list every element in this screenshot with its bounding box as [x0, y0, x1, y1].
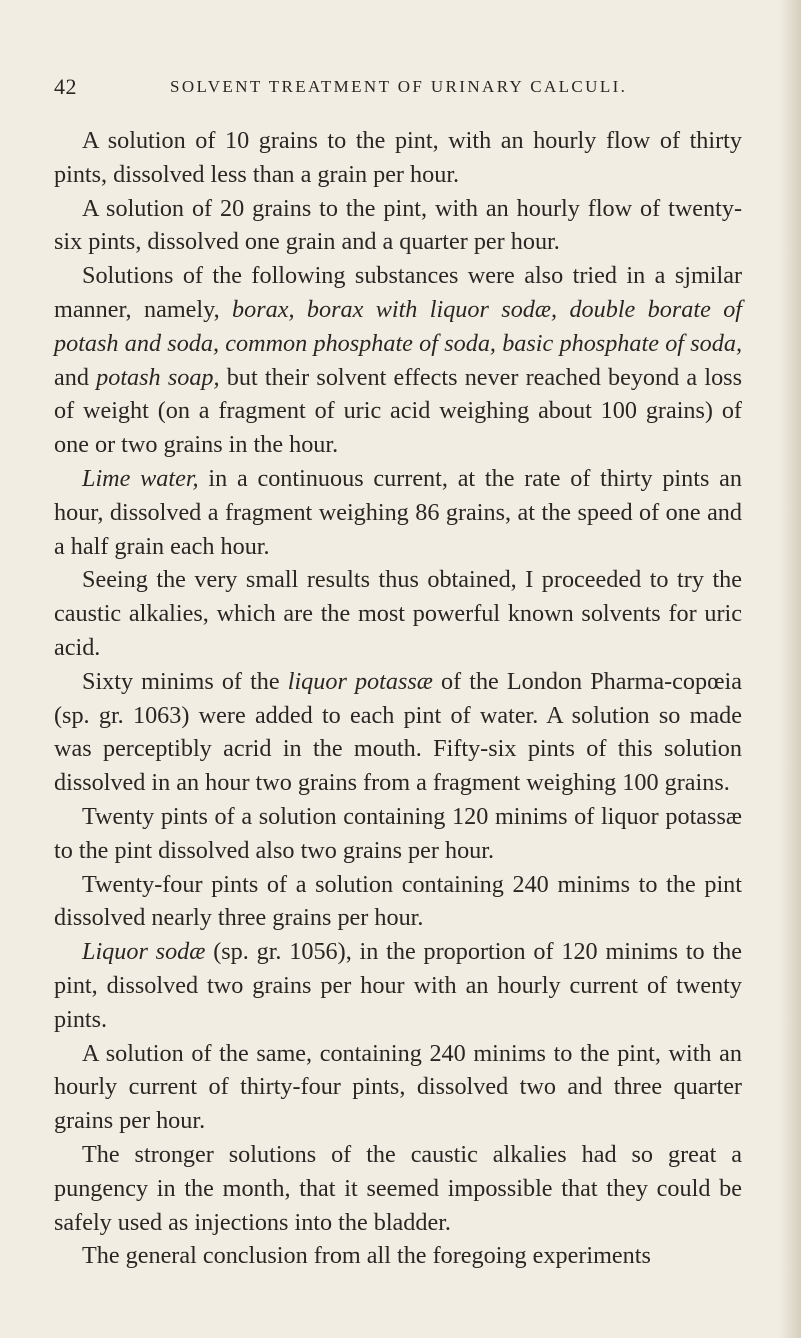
body-text: [54, 124, 742, 1273]
text-run: but their solvent effects never reached beyond a loss of weight (on a fragment of uric acid weighing about 100 grains) of one or two grains in the hour.: [54, 363, 742, 459]
page-edge-shadow: [779, 0, 801, 1338]
text-run: Solutions of the following substances were also tried in a sjmilar manner, namely,: [54, 262, 742, 323]
italic-text: Lime water,: [82, 464, 199, 492]
text-run: in a continuous current, at the rate of thirty pints an hour, dissolved a fragment weighing 86 grains, at the speed of one and a half grain each hour.: [54, 464, 742, 560]
text-run: (sp. gr. 1056), in the proportion of 120 minims to the pint, dissolved two grains per hour with an hourly current of twenty pints.: [54, 938, 742, 1033]
page-header: [54, 74, 754, 104]
paragraph: [54, 192, 742, 260]
italic-text: potash soap,: [96, 363, 220, 391]
paragraph: [54, 124, 742, 192]
paragraph: [54, 800, 742, 868]
text-run: and: [54, 363, 97, 391]
text-run: The stronger solutions of the caustic alkalies had so great a pungency in the month, that it seemed impossible that they could be safely used as injections into the bladder.: [54, 1140, 742, 1236]
text-run: Sixty minims of the: [82, 667, 288, 695]
text-run: A solution of 10 grains to the pint, with an hourly flow of thirty pints, dissolved less than a grain per hour.: [54, 127, 742, 188]
text-run: Twenty pints of a solution containing 120 minims of liquor potassæ to the pint dissolved also two grains per hour.: [54, 802, 742, 864]
italic-text: borax, borax with liquor sodæ, double borate of potash and soda, common phosphate of soda, basic phosphate of soda,: [54, 295, 743, 357]
paragraph: [54, 259, 742, 462]
page-number: 42: [54, 74, 77, 99]
paragraph: [54, 1037, 742, 1138]
text-run: A solution of the same, containing 240 minims to the pint, with an hourly current of thirty-four pints, dissolved two and three quarter grains per hour.: [54, 1039, 742, 1135]
paragraph: [54, 1138, 742, 1239]
text-run: A solution of 20 grains to the pint, with an hourly flow of twenty-six pints, dissolved one grain and a quarter per hour.: [54, 194, 742, 256]
running-head: SOLVENT TREATMENT OF URINARY CALCULI.: [170, 77, 628, 96]
italic-text: liquor potassæ: [287, 667, 433, 695]
paragraph: [54, 665, 742, 800]
text-run: Seeing the very small results thus obtained, I proceeded to try the caustic alkalies, which are the most powerful known solvents for uric acid.: [54, 566, 742, 661]
paragraph: [54, 563, 742, 664]
text-run: of the London Pharma-copœia (sp. gr. 1063) were added to each pint of water. A solution so made was perceptibly acrid in the mouth. Fifty-six pints of this solution dissolved in an hour two grains from a fragment weighing 100 grains.: [54, 667, 742, 797]
text-run: Twenty-four pints of a solution containing 240 minims to the pint dissolved nearly three grains per hour.: [54, 870, 742, 932]
text-run: The general conclusion from all the foregoing experiments: [82, 1242, 651, 1270]
paragraph: [54, 1239, 742, 1273]
paragraph: [54, 868, 742, 936]
paragraph: [54, 462, 742, 563]
paragraph: [54, 935, 742, 1036]
italic-text: Liquor sodæ: [82, 938, 206, 966]
